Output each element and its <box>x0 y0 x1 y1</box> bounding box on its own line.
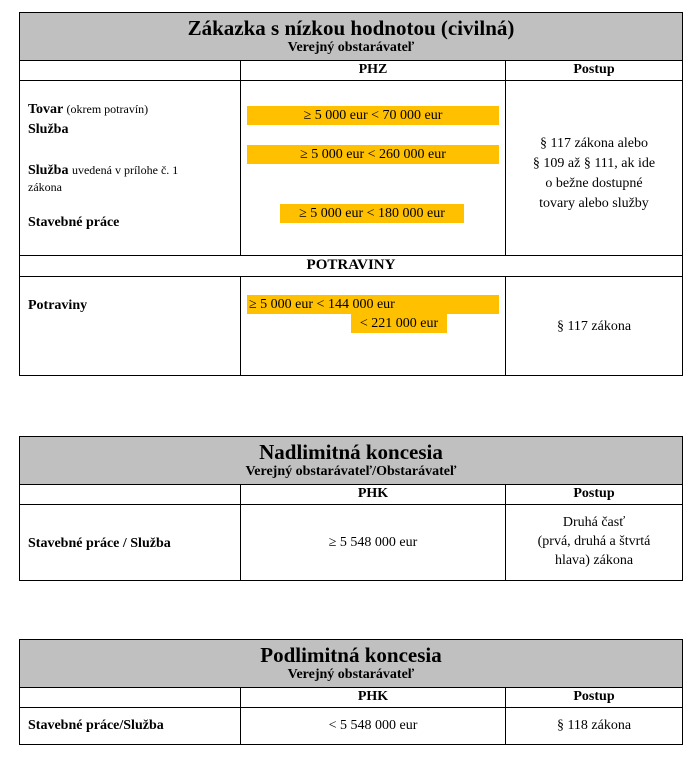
column-header-postup: Postup <box>573 486 615 501</box>
label-sluzba: Služba <box>28 122 69 137</box>
label-potraviny: Potraviny <box>28 298 88 313</box>
column-header-row <box>20 688 682 708</box>
value-range-sluzba-priloha: ≥ 5 000 eur < 260 000 eur <box>247 145 499 164</box>
value-range-potraviny-b: < 221 000 eur <box>351 314 447 333</box>
section-header-potraviny: POTRAVINY <box>20 256 682 277</box>
label-tovar <box>28 101 148 118</box>
table-subtitle: Verejný obstarávateľ <box>287 667 415 682</box>
label-sluzba-priloha-text: Služba <box>28 163 69 178</box>
label-sluzba-priloha-note2: zákona <box>28 180 62 194</box>
column-header-postup: Postup <box>573 689 615 704</box>
table-subtitle: Verejný obstarávateľ <box>287 40 415 55</box>
table-row-stavebne-sluzba <box>20 708 682 744</box>
label-stavebne-sluzba: Stavebné práce / Služba <box>28 536 171 551</box>
postup-line: § 109 až § 111, ak ide <box>532 156 656 171</box>
value-phk: ≥ 5 548 000 eur <box>328 535 418 550</box>
label-tovar-text: Tovar <box>28 102 64 117</box>
column-header-phk: PHK <box>241 688 506 707</box>
table-row-potraviny <box>20 277 682 375</box>
postup-line: (prvá, druhá a štvrtá <box>537 534 651 549</box>
table-row-stavebne-sluzba <box>20 505 682 580</box>
column-header-row <box>20 61 682 81</box>
value-phk: < 5 548 000 eur <box>328 718 418 733</box>
column-header-phk: PHK <box>241 485 506 504</box>
label-stavebne-prace: Stavebné práce <box>28 215 120 230</box>
table-zakazka-nizka-hodnota <box>19 12 683 376</box>
postup-line: § 117 zákona alebo <box>540 136 648 151</box>
value-range-tovar: ≥ 5 000 eur < 70 000 eur <box>247 106 499 125</box>
table-title: Nadlimitná koncesia <box>259 440 443 464</box>
postup-line: tovary alebo služby <box>539 196 649 211</box>
label-sluzba-priloha-note: uvedená v prílohe č. 1 <box>71 163 179 177</box>
label-sluzba-priloha <box>28 162 178 196</box>
postup-line: hlava) zákona <box>554 553 634 568</box>
table-row-tovar-sluzba <box>20 81 682 256</box>
postup-line: Druhá časť <box>562 515 626 530</box>
table-header <box>20 640 682 688</box>
value-range-stavebne: ≥ 5 000 eur < 180 000 eur <box>280 204 464 223</box>
value-range-potraviny-a: ≥ 5 000 eur < 144 000 eur <box>247 295 499 314</box>
column-header-postup: Postup <box>573 62 615 77</box>
table-podlimitna-koncesia <box>19 639 683 745</box>
table-title: Zákazka s nízkou hodnotou (civilná) <box>187 16 515 40</box>
column-header-phz: PHZ <box>241 61 506 80</box>
postup-potraviny: § 117 zákona <box>556 319 632 334</box>
postup-line: o bežne dostupné <box>545 176 643 191</box>
table-subtitle: Verejný obstarávateľ/Obstarávateľ <box>245 464 457 479</box>
table-header <box>20 437 682 485</box>
postup-value: § 118 zákona <box>556 718 632 733</box>
label-stavebne-sluzba: Stavebné práce/Služba <box>28 718 164 733</box>
label-tovar-note: (okrem potravín) <box>66 102 149 116</box>
table-nadlimitna-koncesia <box>19 436 683 581</box>
column-header-row <box>20 485 682 505</box>
table-title: Podlimitná koncesia <box>260 643 442 667</box>
table-header <box>20 13 682 61</box>
